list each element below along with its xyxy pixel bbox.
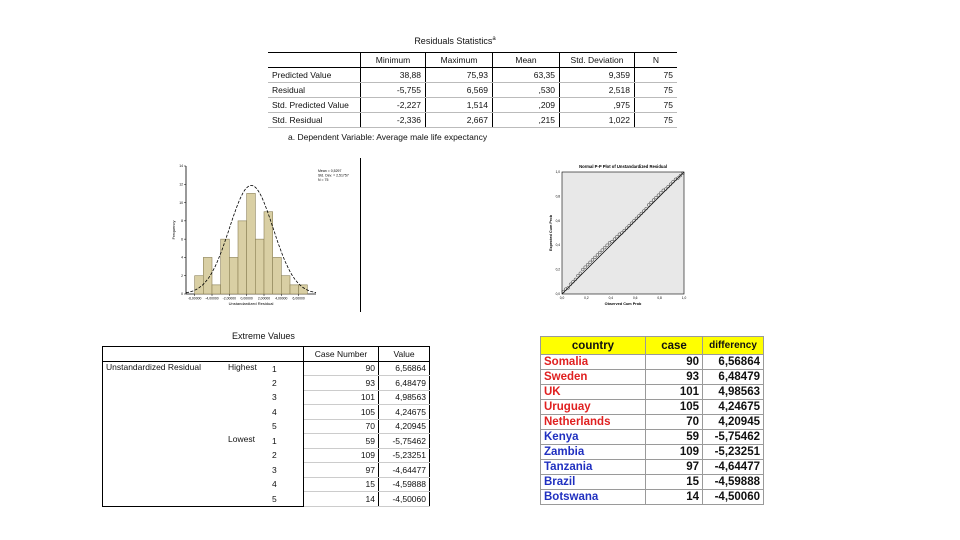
difference-value: 6,48479 xyxy=(703,370,764,385)
stat-cell: 1,022 xyxy=(560,113,635,128)
x-axis-label: Unstandardized Residual xyxy=(228,301,274,306)
case-number: 93 xyxy=(646,370,703,385)
case-number: 101 xyxy=(304,390,379,405)
country-row xyxy=(541,385,764,400)
rank-index: 2 xyxy=(269,448,304,463)
residuals-row xyxy=(268,83,677,98)
country-name: Somalia xyxy=(541,355,646,370)
y-tick-label: 0,4 xyxy=(555,243,560,248)
y-tick-label: 2 xyxy=(181,273,183,278)
difference-value: 4,24675 xyxy=(703,400,764,415)
x-tick-label: 0,0 xyxy=(559,296,565,300)
residuals-table-body xyxy=(268,68,677,128)
country-name: Tanzania xyxy=(541,460,646,475)
residuals-statistics-table xyxy=(268,52,677,128)
residual-value: 4,20945 xyxy=(379,419,430,434)
case-number: 15 xyxy=(304,477,379,492)
stat-cell: 75 xyxy=(635,113,678,128)
row-label: Residual xyxy=(268,83,361,98)
column-header: N xyxy=(635,53,678,68)
country-name: Brazil xyxy=(541,475,646,490)
x-tick-label: 0,6 xyxy=(632,296,638,300)
stat-cell: 2,518 xyxy=(560,83,635,98)
case-number: 90 xyxy=(304,361,379,376)
column-header: Minimum xyxy=(361,53,426,68)
extreme-values-header-row xyxy=(103,347,430,362)
header-corner xyxy=(268,53,361,68)
stat-cell: 6,569 xyxy=(426,83,493,98)
histogram-bar xyxy=(255,239,264,294)
residual-value: -4,50060 xyxy=(379,492,430,507)
pp-plot-title: Normal P-P Plot of Unstandardized Residual xyxy=(579,164,667,169)
stat-cell: ,530 xyxy=(493,83,560,98)
residuals-statistics-title-text: Residuals Statistics xyxy=(414,36,493,46)
stat-cell: -5,755 xyxy=(361,83,426,98)
x-tick-label: -2,00000 xyxy=(222,296,237,301)
x-tick-label: 4,00000 xyxy=(275,296,288,301)
stat-cell: 1,514 xyxy=(426,98,493,113)
stat-cell: ,215 xyxy=(493,113,560,128)
x-tick-label: 6,00000 xyxy=(292,296,305,301)
country-row xyxy=(541,400,764,415)
case-number: 105 xyxy=(646,400,703,415)
y-tick-label: 1,0 xyxy=(555,170,560,174)
residuals-header-row xyxy=(268,53,677,68)
y-tick-label: 0 xyxy=(181,292,183,297)
case-number: 90 xyxy=(646,355,703,370)
country-row xyxy=(541,445,764,460)
country-name: Uruguay xyxy=(541,400,646,415)
residuals-row xyxy=(268,98,677,113)
rank-index: 4 xyxy=(269,405,304,420)
residual-value: 4,24675 xyxy=(379,405,430,420)
stat-cell: ,209 xyxy=(493,98,560,113)
column-header: Mean xyxy=(493,53,560,68)
residual-histogram xyxy=(168,158,354,306)
stat-cell: 9,359 xyxy=(560,68,635,83)
histogram-bar xyxy=(229,257,238,294)
x-tick-label: 1,0 xyxy=(681,296,687,300)
country-difference-table xyxy=(540,336,764,505)
histogram-bar xyxy=(195,276,204,294)
rank-index: 3 xyxy=(269,463,304,478)
country-name: UK xyxy=(541,385,646,400)
histogram-bar xyxy=(290,285,299,294)
stat-cell: 38,88 xyxy=(361,68,426,83)
stat-cell: 2,667 xyxy=(426,113,493,128)
histogram-bar xyxy=(221,239,230,294)
y-tick-label: 14 xyxy=(179,164,183,169)
country-row xyxy=(541,355,764,370)
y-axis-label: Expected Cum Prob xyxy=(549,214,553,252)
stat-cell: 63,35 xyxy=(493,68,560,83)
case-number: 14 xyxy=(304,492,379,507)
rank-index: 1 xyxy=(269,434,304,449)
column-header: Case Number xyxy=(304,347,379,362)
case-number: 59 xyxy=(304,434,379,449)
rank-index: 5 xyxy=(269,419,304,434)
country-table-body xyxy=(541,355,764,505)
country-name: Sweden xyxy=(541,370,646,385)
column-header: Maximum xyxy=(426,53,493,68)
country-row xyxy=(541,460,764,475)
difference-value: 4,20945 xyxy=(703,415,764,430)
case-number: 15 xyxy=(646,475,703,490)
histogram-legend-text: Std. Dev. = 2,51757 xyxy=(318,173,349,178)
country-row xyxy=(541,490,764,505)
country-row xyxy=(541,415,764,430)
y-tick-label: 4 xyxy=(181,255,183,260)
y-tick-label: 6 xyxy=(181,237,183,242)
x-tick-label: 0,8 xyxy=(657,296,662,300)
difference-value: -4,64477 xyxy=(703,460,764,475)
rank-index: 1 xyxy=(269,361,304,376)
residual-value: -4,64477 xyxy=(379,463,430,478)
rank-index: 2 xyxy=(269,376,304,391)
extreme-value-row xyxy=(103,361,430,376)
extreme-values-body xyxy=(103,361,430,506)
histogram-bar xyxy=(273,257,282,294)
y-tick-label: 12 xyxy=(179,182,183,187)
y-tick-label: 0,2 xyxy=(555,267,560,272)
column-header: Std. Deviation xyxy=(560,53,635,68)
country-name: Zambia xyxy=(541,445,646,460)
country-row xyxy=(541,475,764,490)
residual-value: -5,23251 xyxy=(379,448,430,463)
rank-index: 3 xyxy=(269,390,304,405)
y-tick-label: 0,6 xyxy=(555,218,560,223)
difference-value: -5,23251 xyxy=(703,445,764,460)
case-number: 59 xyxy=(646,430,703,445)
country-name: Botswana xyxy=(541,490,646,505)
x-tick-label: 2,00000 xyxy=(257,296,271,301)
y-tick-label: 0,8 xyxy=(555,194,560,199)
case-number: 109 xyxy=(646,445,703,460)
vertical-divider xyxy=(360,158,361,312)
country-name: Netherlands xyxy=(541,415,646,430)
case-number: 70 xyxy=(646,415,703,430)
residuals-statistics-title xyxy=(360,36,550,46)
header-blank xyxy=(103,347,304,362)
column-header-country: country xyxy=(541,337,646,355)
variable-name: Unstandardized Residual xyxy=(106,361,201,372)
case-number: 101 xyxy=(646,385,703,400)
stat-cell: 75,93 xyxy=(426,68,493,83)
row-label: Std. Predicted Value xyxy=(268,98,361,113)
residual-value: -4,59888 xyxy=(379,477,430,492)
x-tick-label: -4,00000 xyxy=(205,296,219,301)
row-label: Predicted Value xyxy=(268,68,361,83)
y-tick-label: 0,0 xyxy=(555,292,560,296)
difference-value: -4,50060 xyxy=(703,490,764,505)
column-header-differency: differency xyxy=(703,337,764,355)
histogram-bar xyxy=(212,285,221,294)
stat-cell: -2,336 xyxy=(361,113,426,128)
x-tick-label: 0,00000 xyxy=(240,296,253,301)
x-tick-label: 0,4 xyxy=(608,296,614,300)
x-tick-label: -6,00000 xyxy=(187,296,202,301)
difference-value: 4,98563 xyxy=(703,385,764,400)
y-tick-label: 8 xyxy=(181,219,183,224)
extreme-values-table xyxy=(102,346,430,507)
residuals-footnote: a. Dependent Variable: Average male life expectancy xyxy=(288,132,488,142)
stat-cell: ,975 xyxy=(560,98,635,113)
country-row xyxy=(541,370,764,385)
extreme-values-title: Extreme Values xyxy=(232,331,295,341)
column-header-case: case xyxy=(646,337,703,355)
x-axis-label: Observed Cum Prob xyxy=(604,302,642,306)
stat-cell: 75 xyxy=(635,83,678,98)
histogram-legend-text: Mean = 0,5297 xyxy=(318,169,342,173)
case-number: 14 xyxy=(646,490,703,505)
group-label: Lowest xyxy=(228,433,255,444)
case-number: 109 xyxy=(304,448,379,463)
histogram-bar xyxy=(247,193,256,294)
case-number: 97 xyxy=(646,460,703,475)
difference-value: 6,56864 xyxy=(703,355,764,370)
case-number: 97 xyxy=(304,463,379,478)
difference-value: -4,59888 xyxy=(703,475,764,490)
stat-cell: -2,227 xyxy=(361,98,426,113)
difference-value: -5,75462 xyxy=(703,430,764,445)
residual-value: -5,75462 xyxy=(379,434,430,449)
histogram-bar xyxy=(238,221,247,294)
case-number: 93 xyxy=(304,376,379,391)
residuals-row xyxy=(268,68,677,83)
rank-index: 5 xyxy=(269,492,304,507)
residuals-row xyxy=(268,113,677,128)
histogram-bar xyxy=(281,276,290,294)
residual-value: 6,48479 xyxy=(379,376,430,391)
group-label: Highest xyxy=(228,361,257,372)
rank-index: 4 xyxy=(269,477,304,492)
title-superscript: a xyxy=(492,36,496,42)
histogram-bar xyxy=(299,285,308,294)
y-tick-label: 10 xyxy=(179,200,183,205)
stat-cell: 75 xyxy=(635,68,678,83)
residual-value: 4,98563 xyxy=(379,390,430,405)
row-label: Std. Residual xyxy=(268,113,361,128)
stat-cell: 75 xyxy=(635,98,678,113)
residual-value: 6,56864 xyxy=(379,361,430,376)
normal-pp-plot xyxy=(546,160,692,310)
case-number: 70 xyxy=(304,419,379,434)
histogram-bar xyxy=(203,257,212,294)
country-name: Kenya xyxy=(541,430,646,445)
country-header-row xyxy=(541,337,764,355)
case-number: 105 xyxy=(304,405,379,420)
column-header: Value xyxy=(379,347,430,362)
histogram-legend-text: N = 75 xyxy=(318,178,329,182)
country-row xyxy=(541,430,764,445)
y-axis-label: Frequency xyxy=(171,220,176,240)
x-tick-label: 0,2 xyxy=(584,296,589,300)
